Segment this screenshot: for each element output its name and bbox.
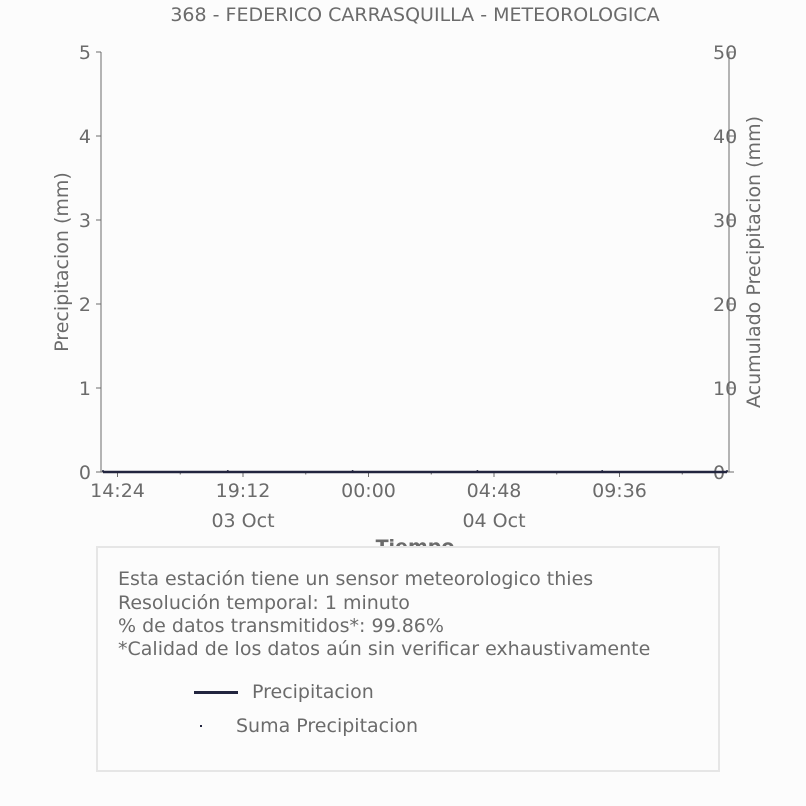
transmission-percent-text: % de datos transmitidos*: 99.86% — [118, 615, 444, 637]
y-tick-label: 1 — [78, 378, 91, 400]
y-axis-label: Precipitacion (mm) — [51, 172, 73, 352]
y2-tick-label: 40 — [713, 126, 738, 148]
x-tick-label: 09:36 — [592, 480, 647, 502]
legend-dot-swatch — [200, 725, 202, 727]
x-tick-label: 04:48 — [466, 480, 522, 502]
y-tick-label: 0 — [78, 462, 91, 484]
chart-marks — [102, 470, 728, 472]
info-legend-box — [96, 546, 720, 772]
x-date-label: 03 Oct — [211, 510, 275, 532]
legend-line-swatch — [194, 691, 238, 694]
quality-disclaimer-text: *Calidad de los datos aún sin verificar exhaustivamente — [118, 638, 651, 660]
chart-title: 368 - FEDERICO CARRASQUILLA - METEOROLOGICA — [170, 4, 660, 26]
y-tick-label: 4 — [78, 126, 91, 148]
series-point-suma-precipitacion — [352, 470, 354, 472]
y-tick-label: 5 — [78, 42, 91, 64]
y-tick-label: 2 — [78, 294, 91, 316]
y2-tick-label: 20 — [713, 294, 738, 316]
legend-label-suma-precipitacion: Suma Precipitacion — [236, 715, 419, 737]
y2-tick-label: 30 — [713, 210, 738, 232]
axes — [79, 42, 737, 532]
x-tick-label: 19:12 — [215, 480, 271, 502]
sensor-info-text: Esta estación tiene un sensor meteorologico thies — [118, 568, 594, 590]
series-point-suma-precipitacion — [601, 470, 603, 472]
series-point-suma-precipitacion — [476, 470, 478, 472]
x-tick-label: 14:24 — [90, 480, 145, 502]
series-point-suma-precipitacion — [227, 470, 229, 472]
legend-item-suma-precipitacion — [192, 715, 418, 737]
x-tick-label: 00:00 — [341, 480, 396, 502]
resolution-text: Resolución temporal: 1 minuto — [118, 592, 410, 614]
series-point-suma-precipitacion — [102, 470, 104, 472]
legend-label-precipitacion: Precipitacion — [252, 681, 374, 703]
y2-tick-label: 10 — [713, 378, 738, 400]
series-point-suma-precipitacion — [726, 470, 728, 472]
legend-item-precipitacion — [194, 681, 374, 703]
y2-tick-label: 0 — [713, 462, 726, 484]
y2-axis-label: Acumulado Precipitacion (mm) — [743, 116, 765, 408]
y-tick-label: 3 — [78, 210, 91, 232]
x-date-label: 04 Oct — [462, 510, 526, 532]
y2-tick-label: 50 — [713, 42, 738, 64]
